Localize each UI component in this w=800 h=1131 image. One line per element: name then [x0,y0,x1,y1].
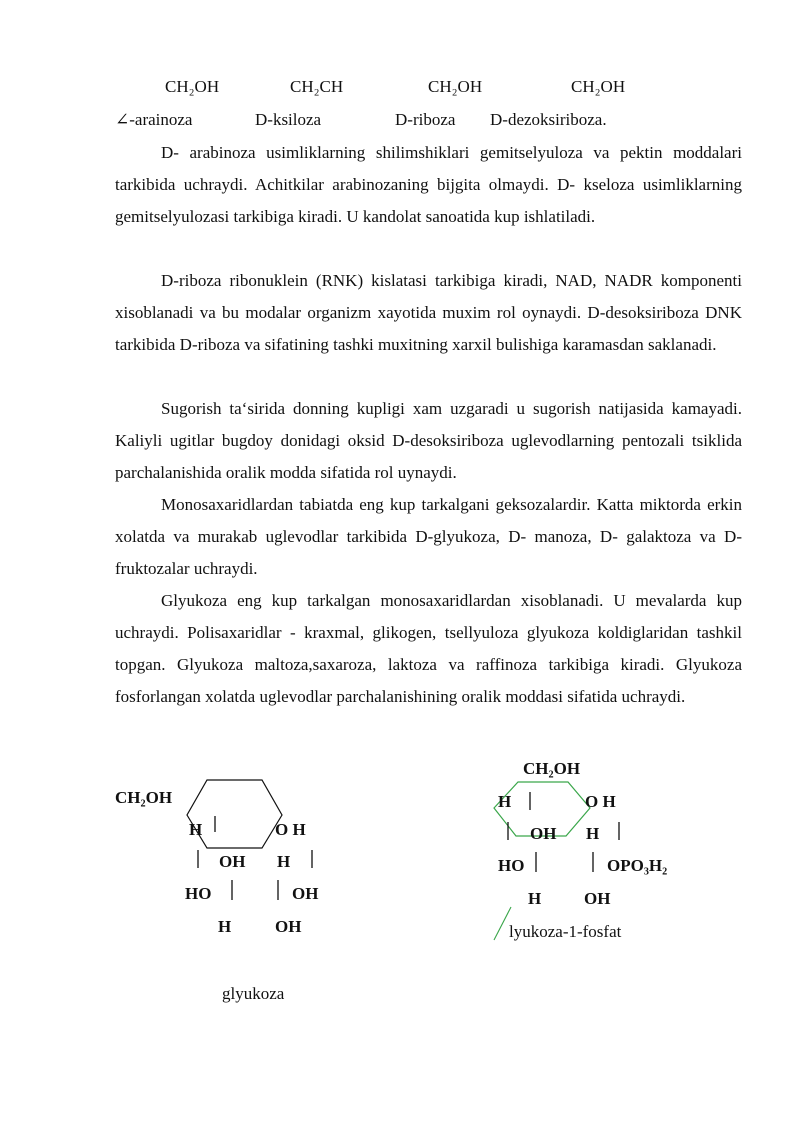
glucose-ch2oh: CH₂OH [115,788,173,807]
glucose-label: OH [275,917,302,936]
name-deoxyribose: D-dezoksiriboza. [490,110,607,129]
phosphate-ch2oh: CH₂OH [523,759,581,778]
glucose-label: HO [185,884,212,903]
name-xylose: D-ksiloza [255,110,322,129]
paragraph-hexoses: Monosaxaridlardan tabiatda eng kup tarkalgani geksozalardir. Katta miktorda erkin xolatda va murakab uglevodlar tarkibida D-glyukoza, D- manoza, D- galaktoza va D-fruktozalar uchraydi. [115,495,742,578]
formula-arabinose: CH₂OH [165,77,220,96]
paragraph-glucose: Glyukoza eng kup tarkalgan monosaxaridlardan xisoblanadi. U mevalarda kup uchraydi. Polisaxaridlar - kraxmal, glikogen, tsellyuloza glyukoza koldiglaridan tashkil topgan. Glyukoza maltoza,saxaroza, laktoza va raffinoza tarkibiga kiradi. Glyukoza fosforlangan xolatda uglevodlar parchalanishining oralik moddasi sifatida uchraydi. [115,591,742,706]
paragraph-arabinose: D- arabinoza usimliklarning shilimshiklari gemitselyuloza va pektin moddalari tarkibida uchraydi. Achitkilar arabinozaning bijgita olmaydi. D- kseloza usimliklarning gemitselyulozasi tarkibiga kiradi. U kandolat sanoatida kup ishlatiladi. [115,143,742,226]
formula-xylose: CH₂CH [290,77,344,96]
phosphate-label: HO [498,856,525,875]
phosphate-label: OH [530,824,557,843]
phosphate-caption: lyukoza-1-fosfat [509,922,622,941]
phosphate-label: H [528,889,542,908]
glucose-label: O H [275,820,306,839]
glucose-label: H [189,820,203,839]
paragraph-irrigation: Sugorish ta‘sirida donning kupligi xam uzgaradi u sugorish natijasida kamayadi. Kaliyli ugitlar bugdoy donidagi oksid D-desoksiriboza uglevodlarning pentozali tsiklida parchalanishida oralik modda sifatida rol uynaydi. [115,399,742,482]
glucose-label: H [218,917,232,936]
name-arabinose: ∠-arainoza [115,110,193,129]
formula-deoxyribose: CH₂OH [571,77,626,96]
phosphate-label: H [586,824,600,843]
glucose-label: H [277,852,291,871]
glucose-label: OH [219,852,246,871]
phosphate-label: OH [584,889,611,908]
phosphate-label: O H [585,792,616,811]
glucose-caption: glyukoza [222,984,285,1003]
paragraph-ribose: D-riboza ribonuklein (RNK) kislatasi tarkibiga kiradi, NAD, NADR komponenti xisoblanadi va bu modalar organizm xayotida muxim rol oynaydi. D-desoksiriboza DNK tarkibida D-riboza va sifatining tashki muxitning xarxil bulishiga karamasdan saklanadi. [115,271,742,354]
phosphate-label: OPO₃H₂ [607,856,668,875]
name-ribose: D-riboza [395,110,456,129]
glucose-label: OH [292,884,319,903]
formula-ribose: CH₂OH [428,77,483,96]
phosphate-label: H [498,792,512,811]
